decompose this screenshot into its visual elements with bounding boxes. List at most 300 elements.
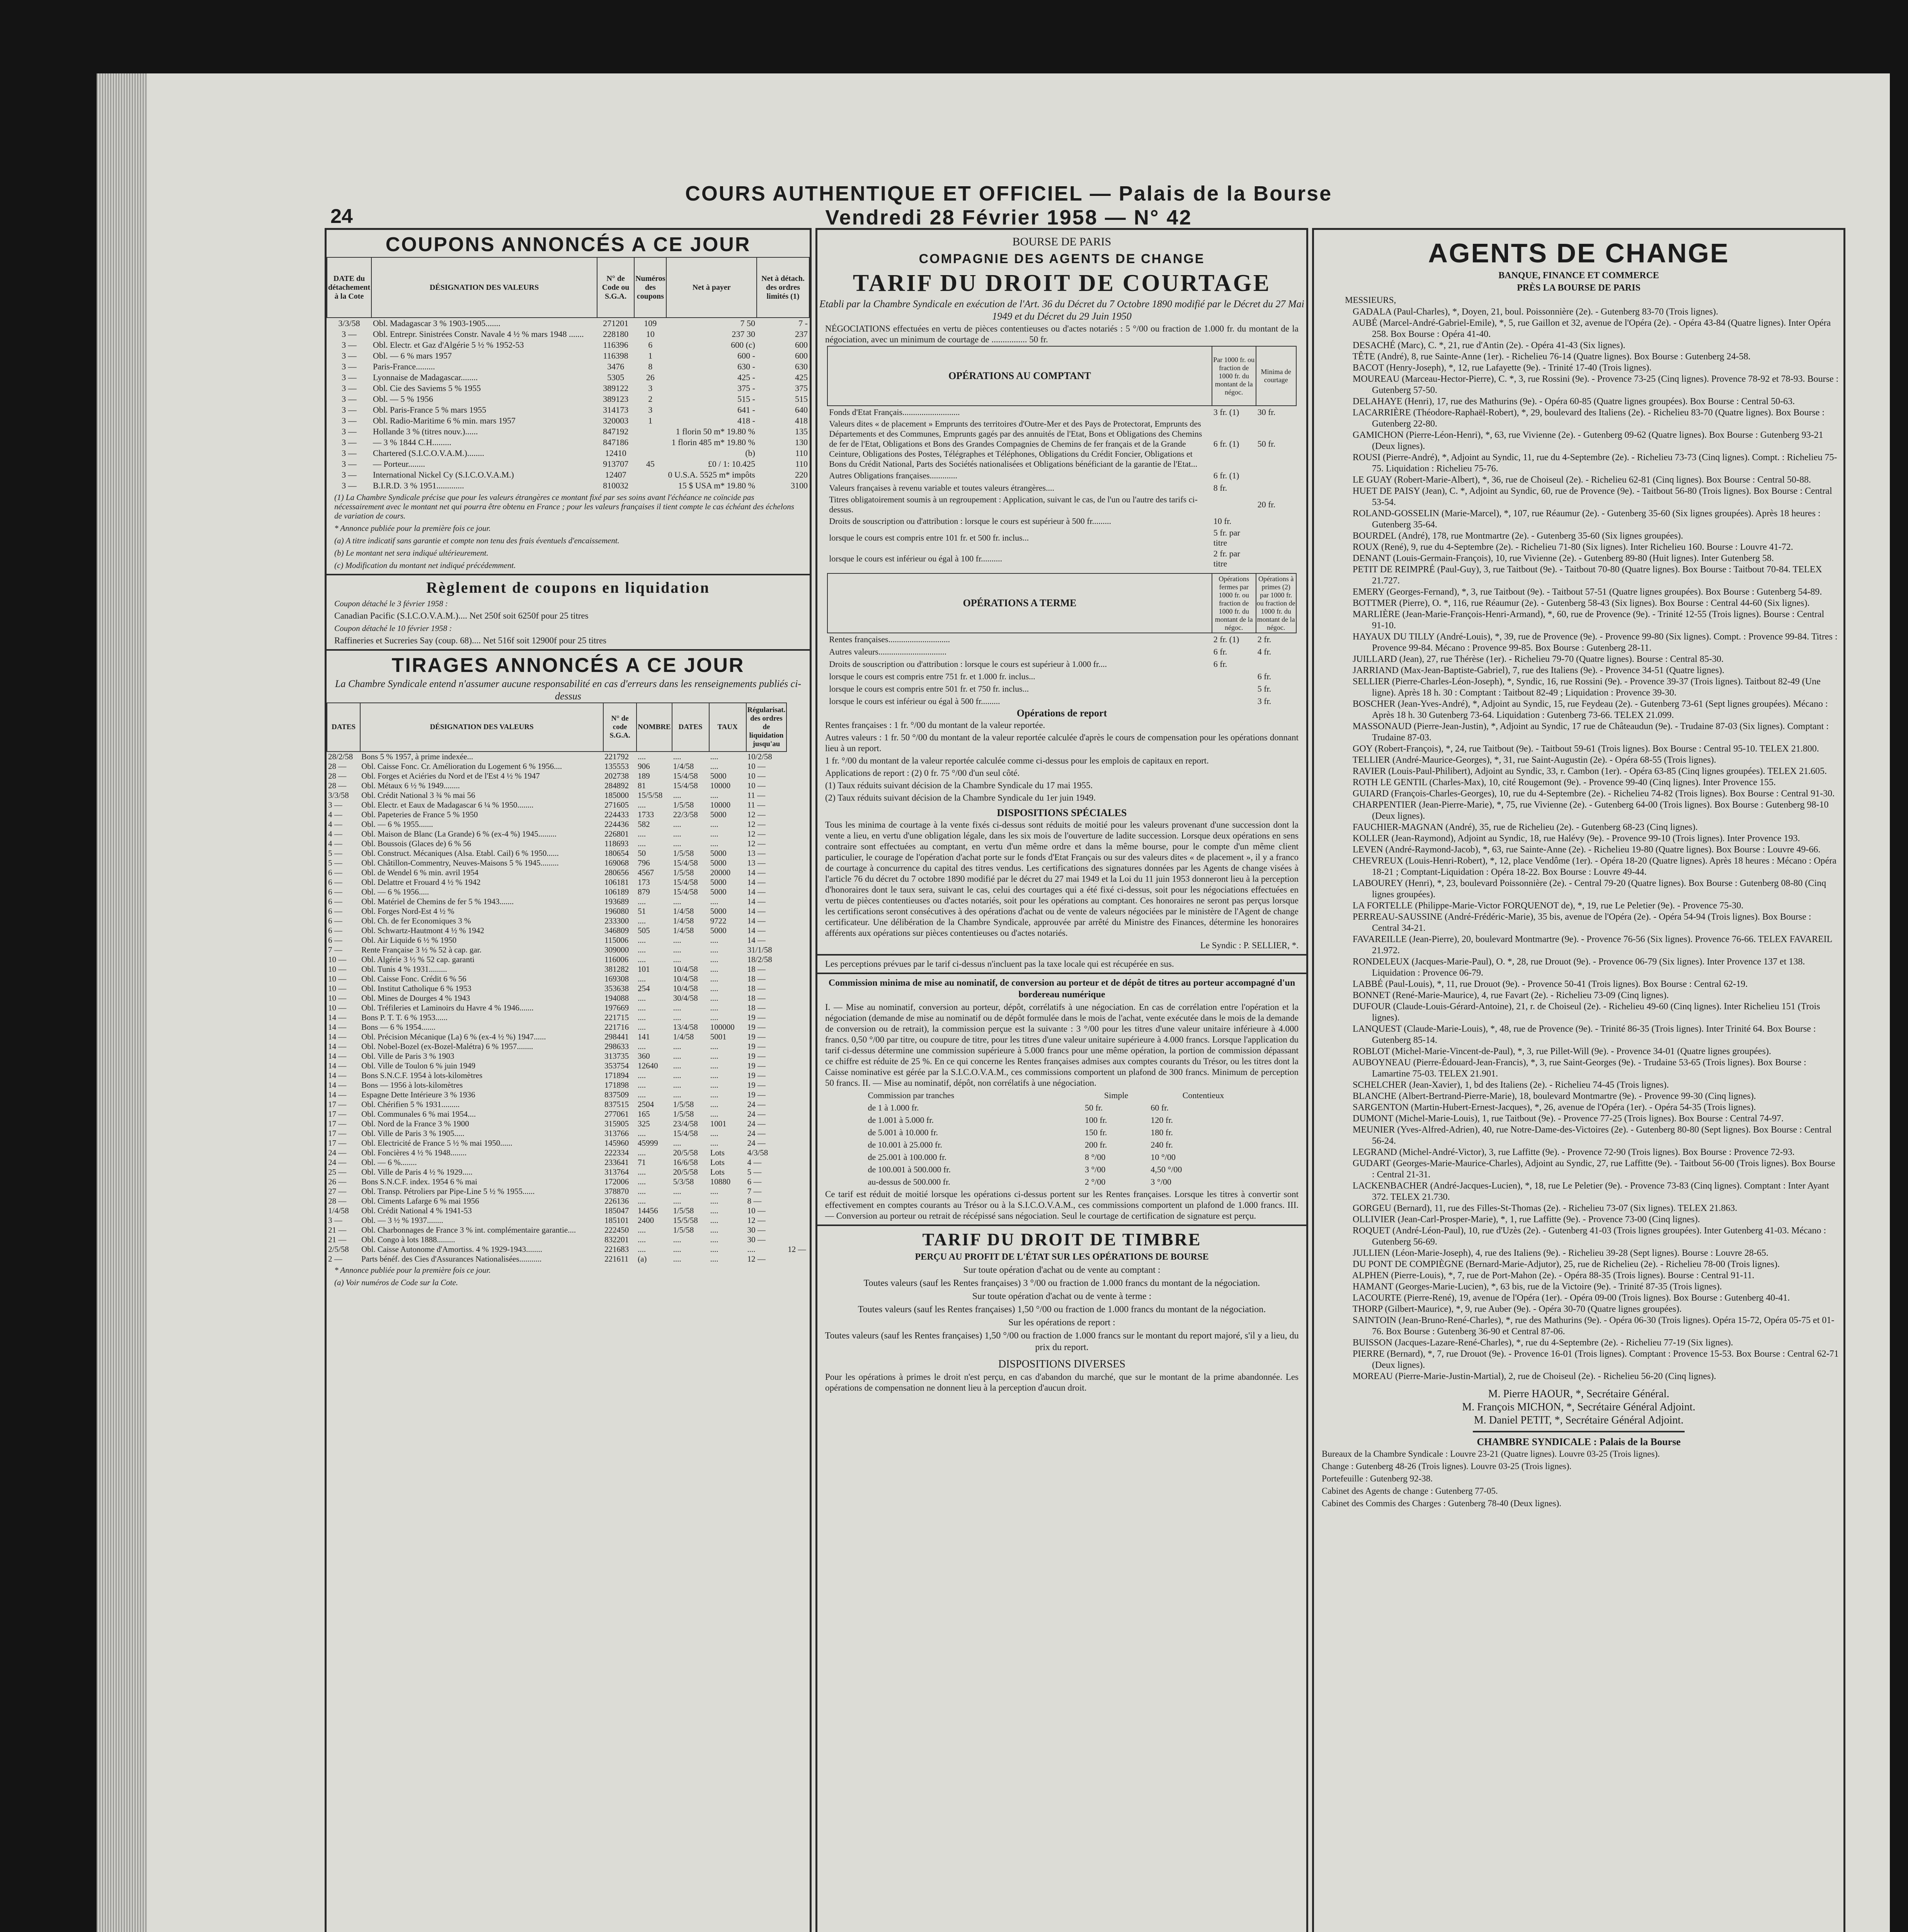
tirage-row-cell: 17 — xyxy=(328,1138,347,1148)
agent-entry xyxy=(1314,1158,1843,1180)
agent-details: MEUNIER (Yves-Alfred-Adrien), 40, rue Notre-Dame-des-Victoires (2e). - Gutenberg 80-80 (Sept lignes). Box Bourse : Central 56-24. xyxy=(1350,1125,1832,1146)
agent-entry xyxy=(1314,743,1843,755)
tirage-row-cell: 22/3/58 xyxy=(673,810,698,819)
agent-entry xyxy=(1314,676,1843,699)
tirage-row-cell: .... xyxy=(638,945,646,954)
tirage-row-cell: 309000 xyxy=(604,945,629,954)
tirage-row-cell: 221792 xyxy=(604,752,629,761)
page-edge xyxy=(97,73,147,1932)
tirage-row-cell: 7 — xyxy=(328,945,342,954)
agent-year xyxy=(1319,1147,1350,1158)
tirage-row-cell: 10000 xyxy=(710,781,731,790)
tirage-row-cell: 10 — xyxy=(747,1206,766,1215)
tirage-row-cell: .... xyxy=(710,1080,718,1090)
tirage-row-cell: Obl. Matériel de Chemins de fer 5 % 1943....... xyxy=(361,897,514,906)
tirage-row-cell: 14 — xyxy=(328,1022,347,1032)
tirage-row-cell: 10 — xyxy=(328,1003,347,1012)
coupon-row-cell: 130 xyxy=(795,437,808,447)
tirage-row-cell: 582 xyxy=(638,820,650,829)
tirage-row-cell: 10880 xyxy=(710,1177,731,1186)
tirage-row-cell: Bons 5 % 1957, à prime indexée... xyxy=(361,752,473,761)
agent-details: EMERY (Georges-Fernand), *, 3, rue Taitbout (9e). - Taitbout 57-51 (Quatre lignes groupées). Box Bourse : Gutenberg 54-89. xyxy=(1350,587,1822,597)
tirage-row-cell: 4567 xyxy=(638,868,654,877)
agent-year xyxy=(1319,351,1350,362)
agent-entry xyxy=(1314,721,1843,743)
agent-details: GUIARD (François-Charles-Georges), 10, rue du 4-Septembre (2e). - Richelieu 74-82 (Trois lignes). Box Bourse : Central 91-30. xyxy=(1350,789,1835,799)
tirage-row-cell: 10 — xyxy=(328,993,347,1003)
coupon-row-cell: 515 - xyxy=(737,394,755,404)
tirage-row-cell: 81 xyxy=(638,781,646,790)
coupon-row xyxy=(327,415,809,426)
tirage-row xyxy=(327,800,810,810)
tirage-row-cell: 10 — xyxy=(328,964,347,974)
tirage-row-cell: 15/4/58 xyxy=(673,858,698,867)
agent-entry xyxy=(1314,430,1843,452)
coupon-row-cell xyxy=(634,437,666,448)
coupon-row-cell: 15 $ USA m* 19.80 % xyxy=(678,481,755,490)
tirage-row-cell: .... xyxy=(673,1138,681,1148)
tirage-row-cell: Lots xyxy=(710,1167,725,1177)
coupon-row-cell: 630 - xyxy=(737,362,755,371)
agent-entry xyxy=(1314,979,1843,990)
tirage-row-cell: .... xyxy=(710,1129,718,1138)
tirage-row-cell: 28 — xyxy=(328,762,347,771)
agent-entry xyxy=(1314,306,1843,318)
coupon-row xyxy=(327,448,809,459)
tirage-row-cell: (a) xyxy=(638,1254,647,1264)
tirage-row-cell: Obl. Maison de Blanc (La Grande) 6 % (ex-4 %) 1945......... xyxy=(361,829,557,838)
commission-row-cell: de 1.001 à 5.000 fr. xyxy=(868,1115,934,1125)
tirage-row-cell: .... xyxy=(638,1129,646,1138)
tirage-row-cell: Bons — 6 % 1954....... xyxy=(361,1022,436,1032)
tirage-row xyxy=(327,1119,810,1129)
tirage-row-cell: Obl. Tréfileries et Laminoirs du Havre 4 % 1946....... xyxy=(361,1003,534,1012)
agent-year xyxy=(1319,844,1350,855)
agent-entry xyxy=(1314,1057,1843,1080)
commission-row-cell: au-dessus de 500.000 fr. xyxy=(868,1177,950,1187)
tirage-row-cell: 222334 xyxy=(604,1148,629,1157)
tirage-row-cell: 13/4/58 xyxy=(673,1022,698,1032)
agent-details: ROUSI (Pierre-André), *, Adjoint au Syndic, 11, rue du 4-Septembre (2e). - Richelieu 73-73 (Cinq lignes). Compt. : Richelieu 75-75. Liquidation : Richelieu 75-76. xyxy=(1350,452,1837,474)
tirage-row-cell: 226801 xyxy=(604,829,629,838)
coupon-row-cell: 810032 xyxy=(603,481,629,490)
agent-details: HUET DE PAISY (Jean), C. *, Adjoint au Syndic, 60, rue de Provence (9e). - Taitbout 56-80 (Trois lignes). Box Bourse : Central 53-54. xyxy=(1350,486,1832,507)
tirage-row-cell: .... xyxy=(638,1090,646,1099)
tirage-row-cell: 173 xyxy=(638,878,650,887)
tirage-row-cell: 14 — xyxy=(328,1061,347,1070)
agent-year xyxy=(1319,1102,1350,1113)
comptant-row-cell xyxy=(1256,527,1296,548)
tirage-row-cell: .... xyxy=(710,935,718,945)
agent-entry xyxy=(1314,1102,1843,1113)
coupon-row xyxy=(327,469,809,480)
tirage-row-cell: Obl. Foncières 4 ½ % 1948........ xyxy=(361,1148,467,1157)
tirage-row-cell: 832201 xyxy=(604,1235,629,1244)
tirage-row-cell: 271605 xyxy=(604,800,629,810)
terme-row xyxy=(827,633,1296,646)
tirage-row-cell: .... xyxy=(710,1245,718,1254)
tirage-row-cell: Obl. Caisse Fonc. Crédit 6 % 56 xyxy=(361,974,466,983)
comptant-row-cell xyxy=(1256,469,1296,482)
coupon-row-cell: 7 - xyxy=(798,318,808,328)
tirage-row-cell: 14 — xyxy=(328,1013,347,1022)
negociations-text: NÉGOCIATIONS effectuées en vertu de pièces contentieuses ou d'actes notariés : 5 °/00 ou fraction de 1.000 fr. du montant de la négociation, avec un minimum de courtage de ................ 50 fr. xyxy=(825,324,1299,344)
agent-year xyxy=(1319,598,1350,609)
tirage-row-cell: .... xyxy=(638,1177,646,1186)
timbre-subtitle: PERÇU AU PROFIT DE L'ÉTAT SUR LES OPÉRATIONS DE BOURSE xyxy=(915,1252,1209,1262)
agent-details: PIERRE (Bernard), *, 7, rue Drouot (9e). - Provence 16-01 (Trois lignes). Comptant : Provence 15-53. Box Bourse : Central 62-71 (Deux lignes). xyxy=(1350,1349,1839,1370)
agent-details: DUMONT (Michel-Marie-Louis), 1, rue Taitbout (9e). - Provence 77-25 (Trois lignes). Box Bourse : Central 74-97. xyxy=(1350,1114,1784,1124)
terme-table xyxy=(827,573,1296,707)
coupon-row-cell: 600 xyxy=(795,351,808,361)
tirage-row-cell: 189 xyxy=(638,771,650,781)
tirage-row xyxy=(327,1080,810,1090)
terme-row-cell: lorsque le cours est compris entre 501 fr. et 750 fr. inclus... xyxy=(829,684,1029,694)
tirage-row-cell: 8 — xyxy=(747,1196,762,1206)
dispositions-title: DISPOSITIONS SPÉCIALES xyxy=(997,807,1127,818)
tirage-row-cell: 10 — xyxy=(328,955,347,964)
tirage-row-cell: 180654 xyxy=(604,849,629,858)
tirage-row xyxy=(327,1148,810,1158)
tirage-row-cell: 15/4/58 xyxy=(673,771,698,781)
agent-details: LANQUEST (Claude-Marie-Louis), *, 48, rue de Provence (9e). - Trinité 86-35 (Trois lignes). Inter Trinité 64. Box Bourse : Gutenberg 85-14. xyxy=(1350,1024,1816,1045)
terme-header-fermes: Opérations fermes par 1000 fr. ou fraction de 1000 fr. du montant de la négoc. xyxy=(1212,573,1256,633)
terme-row-cell xyxy=(1256,658,1296,670)
agent-entry xyxy=(1314,1024,1843,1046)
tirage-row-cell: 6 — xyxy=(328,935,342,945)
agents-column xyxy=(1312,228,1845,1932)
tirage-row-cell: 16/6/58 xyxy=(673,1158,698,1167)
agent-year xyxy=(1319,1158,1350,1169)
tirage-row-cell: 1733 xyxy=(638,810,654,819)
comptant-row-cell: Fonds d'Etat Français........................... xyxy=(829,407,960,417)
tirage-row xyxy=(327,993,810,1003)
agent-entry xyxy=(1314,855,1843,878)
coupon-row-cell: 237 30 xyxy=(732,329,755,339)
tirage-row-cell: 17 — xyxy=(328,1119,347,1128)
terme-row-cell: 4 fr. xyxy=(1257,647,1271,656)
tirage-row-cell: .... xyxy=(673,1071,681,1080)
agent-details: BACOT (Henry-Joseph), *, 12, rue Lafayette (9e). - Trinité 17-40 (Trois lignes). xyxy=(1350,363,1652,373)
tirage-row-cell: .... xyxy=(638,839,646,848)
agent-entry xyxy=(1314,1304,1843,1315)
tirage-row-cell: 21 — xyxy=(328,1235,347,1244)
tirage-row-cell: 280656 xyxy=(604,868,629,877)
coupons-header-date: DATE du détachement à la Cote xyxy=(327,257,371,318)
agent-details: SARGENTON (Martin-Hubert-Ernest-Jacques), *, 26, avenue de l'Opéra (1er). - Opéra 54-35 (Trois lignes). xyxy=(1350,1102,1756,1112)
tirage-row xyxy=(327,935,810,945)
page-header xyxy=(172,182,1845,228)
tirage-row-cell: 10 — xyxy=(328,974,347,983)
agents-list xyxy=(1314,306,1843,1382)
tirage-row-cell: 222450 xyxy=(604,1225,629,1235)
timbre-list xyxy=(817,1264,1306,1354)
coupon-row-cell: B.I.R.D. 3 % 1951............. xyxy=(373,481,464,490)
tirage-row-cell: .... xyxy=(710,1051,718,1061)
comptant-row-cell: 30 fr. xyxy=(1257,407,1276,417)
agent-entry xyxy=(1314,1091,1843,1102)
tirage-row-cell: .... xyxy=(710,1061,718,1070)
report-line: (2) Taux réduits suivant décision de la Chambre Syndicale du 1er juin 1949. xyxy=(825,793,1096,803)
tirage-row-cell: Obl. — 6 %........ xyxy=(361,1158,417,1167)
coupon-row-cell: 5305 xyxy=(607,372,625,382)
coupon-row-cell: 3 — xyxy=(342,351,357,361)
agent-entry xyxy=(1314,564,1843,587)
commission-row xyxy=(866,1126,1258,1139)
chambre-title: CHAMBRE SYNDICALE : Palais de la Bourse xyxy=(1477,1436,1681,1447)
agent-details: DENANT (Louis-Germain-François), 10, rue Vivienne (2e). - Gutenberg 89-80 (Huit lignes). Inter Gutenberg 58. xyxy=(1350,553,1774,563)
agent-details: ROUX (René), 9, rue du 4-Septembre (2e). - Richelieu 71-80 (Six lignes). Inter Richelieu 160. Bourse : Louvre 41-72. xyxy=(1350,542,1793,552)
coupon-row-cell: 7 50 xyxy=(740,318,755,328)
tirage-row-cell: 277061 xyxy=(604,1109,629,1119)
tirage-row-cell: .... xyxy=(710,964,718,974)
tirage-row-cell: 28 — xyxy=(328,771,347,781)
coupon-row-cell: 3 — xyxy=(342,416,357,425)
tirage-row-cell: 202738 xyxy=(604,771,629,781)
tirage-row-cell: 15/4/58 xyxy=(673,887,698,896)
agent-entry xyxy=(1314,1180,1843,1203)
agent-entry xyxy=(1314,990,1843,1001)
coupon-row-cell: Obl. Madagascar 3 % 1903-1905....... xyxy=(373,318,500,328)
agent-details: JUILLARD (Jean), 27, rue Thérèse (1er). - Richelieu 79-70 (Quatre lignes). Bourse : Central 85-30. xyxy=(1350,654,1724,664)
agent-entry xyxy=(1314,833,1843,844)
agent-entry xyxy=(1314,1281,1843,1293)
agent-year xyxy=(1319,743,1350,755)
reglement-note: Coupon détaché le 10 février 1958 : xyxy=(334,624,452,633)
tirage-row xyxy=(327,926,810,935)
tirage-row-cell: 19 — xyxy=(747,1061,766,1070)
perceptions-text: Les perceptions prévues par le tarif ci-dessus n'incluent pas la taxe locale qui est récupérée en sus. xyxy=(825,959,1174,969)
tirages-footnotes xyxy=(327,1264,810,1289)
coupons-column xyxy=(325,228,812,1932)
coupon-row-cell: 228180 xyxy=(603,329,629,339)
terme-row xyxy=(827,695,1296,707)
coupon-row xyxy=(327,318,809,329)
comptant-row-cell xyxy=(1256,482,1296,494)
agent-year xyxy=(1319,1057,1350,1068)
agent-year xyxy=(1319,1315,1350,1326)
coupon-row-cell: 320003 xyxy=(603,416,629,425)
coupon-footnote: (1) La Chambre Syndicale précise que pour les valeurs étrangères ce montant fixé par ses soins avant l'échéance ne coïncide pas nécessairement avec le montant net qui pourra être obtenu en France ; pour les valeurs françaises il tient compte le cas échéant des échelons de variation de cours. xyxy=(334,493,794,520)
terme-row-cell: 2 fr. (1) xyxy=(1213,634,1239,644)
tirage-row-cell: Obl. Ciments Lafarge 6 % mai 1956 xyxy=(361,1196,479,1206)
tirage-row-cell: .... xyxy=(673,1013,681,1022)
tirage-row-cell: .... xyxy=(673,1051,681,1061)
coupon-row-cell: 600 xyxy=(795,340,808,350)
agent-year xyxy=(1319,934,1350,945)
tirage-row xyxy=(327,1042,810,1051)
tirage-row-cell: .... xyxy=(710,1042,718,1051)
agent-details: PETIT DE REIMPRÉ (Paul-Guy), 3, rue Taitbout (9e). - Taitbout 70-80 (Quatre lignes). Box Bourse : Taitbout 70-84. TELEX 21.727. xyxy=(1350,565,1822,586)
tirages-header-taux: TAUX xyxy=(709,703,746,752)
commission-text: I. — Mise au nominatif, conversion au porteur, dépôt, corrélatifs à une négociation. En cas de corrélation entre l'opération et la négociation (demande de mise au nominatif ou de dépôt formulée dans le mois de l'achat, vente exécutée dans le mois de la demande de conversion ou de retrait), la commission perçue est la suivante : 3 °/00 pour les titres d'une valeur unitaire inférieure à 4.000 francs. 0,50 °/00 par titre, ou coupure de titre, pour les titres d'une valeur unitaire supérieure à 4.000 francs. Lorsque l'application du tarif ci-dessus détermine une commission supérieure à 5.000 francs pour une même opération, la portion de commission dépassant ce chiffre est réduite de 25 %. En ce qui concerne les Rentes françaises admises aux comptes courants du Trésor, ou les titres dont la Caisse nominative est gérée par la S.I.C.O.V.A.M., ces commissions comportent un plafond de 300 francs. Minimum de perception 50 francs. II. — Mise au nominatif, dépôt, non corrélatifs à une négociation. xyxy=(825,1002,1299,1088)
tirage-row-cell: Obl. Institut Catholique 6 % 1953 xyxy=(361,984,471,993)
agent-entry xyxy=(1314,1337,1843,1349)
agent-entry xyxy=(1314,1371,1843,1382)
comptant-row-cell: 6 fr. (1) xyxy=(1213,471,1239,480)
coupon-row-cell: Obl. Entrepr. Sinistrées Constr. Navale 4 ½ % mars 1948 ....... xyxy=(373,329,584,339)
coupon-row-cell: 220 xyxy=(795,470,808,480)
agent-entry xyxy=(1314,1259,1843,1270)
tirage-row-cell: 100000 xyxy=(710,1022,735,1032)
coupon-row-cell: 3 — xyxy=(342,470,357,480)
messieurs: MESSIEURS, xyxy=(1345,295,1396,305)
tirage-row-cell: 6 — xyxy=(747,1177,762,1186)
tirage-row-cell: 224433 xyxy=(604,810,629,819)
tirages-header-code: N° de code S.G.A. xyxy=(603,703,637,752)
tirage-row-cell: 25 — xyxy=(328,1167,347,1177)
tirage-row xyxy=(327,752,810,762)
commission-row xyxy=(866,1102,1258,1114)
tirage-row-cell: 6 — xyxy=(328,926,342,935)
tirage-row-cell: 837515 xyxy=(604,1100,629,1109)
tirage-row-cell: 6 — xyxy=(328,906,342,916)
tirage-row-cell: .... xyxy=(673,791,681,800)
tirage-row xyxy=(327,878,810,887)
tirage-row xyxy=(327,955,810,964)
comptant-row-cell: lorsque le cours est compris entre 101 fr. et 500 fr. inclus... xyxy=(829,533,1029,543)
tirage-row-cell: 284892 xyxy=(604,781,629,790)
coupon-row-cell: Obl. — 6 % mars 1957 xyxy=(373,351,452,361)
tirage-row-cell: 14 — xyxy=(328,1090,347,1099)
tirage-row-cell: 135553 xyxy=(604,762,629,771)
agent-year xyxy=(1319,912,1350,923)
tirage-row-cell: 12 — xyxy=(788,1245,806,1254)
tirage-row-cell: 10/4/58 xyxy=(673,984,698,993)
coupon-row-cell xyxy=(634,448,666,459)
tirage-row-cell: Bons S.N.C.F. 1954 à lots-kilomètres xyxy=(361,1071,483,1080)
tirage-row-cell: 14 — xyxy=(747,878,766,887)
tirage-row-cell: 1/4/58 xyxy=(673,762,694,771)
agent-year xyxy=(1319,1214,1350,1225)
agent-year xyxy=(1319,542,1350,553)
tirage-row-cell: 18 — xyxy=(747,984,766,993)
coupon-row xyxy=(327,437,809,448)
agent-entry xyxy=(1314,699,1843,721)
agent-details: JARRIAND (Max-Jean-Baptiste-Gabriel), 7, rue des Italiens (9e). - Provence 34-51 (Quatre lignes). xyxy=(1350,665,1724,675)
tirage-row-cell: .... xyxy=(673,1235,681,1244)
tirage-row-cell: .... xyxy=(710,1109,718,1119)
tirage-row-cell: 505 xyxy=(638,926,650,935)
terme-row xyxy=(827,683,1296,695)
commission-body xyxy=(866,1102,1258,1188)
agent-year xyxy=(1319,1113,1350,1124)
comptant-header-rate: Par 1000 fr. ou fraction de 1000 fr. du montant de la négoc. xyxy=(1212,346,1256,406)
terme-row-cell xyxy=(1212,670,1256,683)
coupon-row-cell: 1 xyxy=(648,351,653,361)
tirage-row xyxy=(327,1167,810,1177)
coupon-row-cell: 3 — xyxy=(342,437,357,447)
coupon-row-cell: 0 U.S.A. 5525 m* impôts xyxy=(668,470,755,480)
tirage-row-cell: 325 xyxy=(638,1119,650,1128)
agent-details: GAMICHON (Pierre-Léon-Henri), *, 63, rue Vivienne (2e). - Gutenberg 09-62 (Quatre lignes). Box Bourse : Gutenberg 93-21 (Deux lignes). xyxy=(1350,430,1823,451)
tirage-row-cell: .... xyxy=(710,762,718,771)
agent-year xyxy=(1319,833,1350,844)
terme-row-cell xyxy=(1212,683,1256,695)
reglement-title: Règlement de coupons en liquidation xyxy=(426,579,710,596)
tirage-row-cell: 17 — xyxy=(328,1109,347,1119)
agent-details: ROLAND-GOSSELIN (Marie-Marcel), *, 107, rue Réaumur (2e). - Gutenberg 35-60 (Six lignes groupées). Après 18 heures : Gutenberg 35-64. xyxy=(1350,509,1821,530)
tirage-row-cell: 14 — xyxy=(747,868,766,877)
agent-details: BUISSON (Jacques-Lazare-René-Charles), *, rue du 4-Septembre (2e). - Richelieu 77-19 (Six lignes). xyxy=(1350,1338,1733,1348)
tirage-row-cell: .... xyxy=(638,955,646,964)
agent-details: LACARRIÈRE (Théodore-Raphaël-Robert), *, 29, boulevard des Italiens (2e). - Richelieu 83-70 (Quatre lignes). Box Bourse : Gutenberg 22-80. xyxy=(1350,408,1825,429)
tirage-row-cell: 28 — xyxy=(328,781,347,790)
agent-entry xyxy=(1314,766,1843,777)
agent-year xyxy=(1319,900,1350,912)
timbre-line: Sur toute opération d'achat ou de vente à terme : xyxy=(972,1291,1152,1301)
agent-entry xyxy=(1314,1046,1843,1057)
tirage-row-cell: .... xyxy=(638,1167,646,1177)
reglement-line: Raffineries et Sucreries Say (coup. 68).... Net 516f soit 12900f pour 25 titres xyxy=(334,636,607,645)
tirage-row-cell: .... xyxy=(638,1187,646,1196)
chambre-list xyxy=(1314,1448,1843,1510)
agent-details: FAVAREILLE (Jean-Pierre), 20, boulevard Montmartre (9e). - Provence 76-56 (Six lignes). Provence 76-66. TELEX FAVAREIL 21.972. xyxy=(1350,934,1832,956)
coupon-row-cell: 425 - xyxy=(737,372,755,382)
page-number: 24 xyxy=(330,205,353,228)
coupon-row-cell: Obl. — 5 % 1956 xyxy=(373,394,433,404)
reglement-note: Coupon détaché le 3 février 1958 : xyxy=(334,599,448,608)
agent-year xyxy=(1319,396,1350,407)
tirage-row-cell: .... xyxy=(673,897,681,906)
terme-row xyxy=(827,658,1296,670)
tirages-header-nombre: NOMBRE xyxy=(637,703,672,752)
agent-details: PERREAU-SAUSSINE (André-Frédéric-Marie), 35 bis, avenue de l'Opéra (2e). - Opéra 54-94 (Trois lignes). Box Bourse : Central 34-21. xyxy=(1350,912,1811,933)
tirage-row-cell: 4 — xyxy=(328,820,342,829)
agent-entry xyxy=(1314,374,1843,396)
tirage-row xyxy=(327,858,810,868)
tirage-row xyxy=(327,1216,810,1225)
tirage-row-cell: 14456 xyxy=(638,1206,658,1215)
agent-entry xyxy=(1314,531,1843,542)
commission-table xyxy=(866,1089,1258,1188)
tirage-row xyxy=(327,887,810,897)
tirage-row-cell: Obl. Tunis 4 % 1931......... xyxy=(361,964,447,974)
agent-details: LEVEN (André-Raymond-Jacob), *, 63, rue Sainte-Anne (2e). - Richelieu 19-80 (Quatre lignes). Box Bourse : Louvre 49-66. xyxy=(1350,845,1821,855)
commission-row-cell: 4,50 °/00 xyxy=(1151,1165,1182,1174)
tirage-row-cell: 19 — xyxy=(747,1080,766,1090)
tirage-row-cell: 1/5/58 xyxy=(673,800,694,810)
agent-entry xyxy=(1314,1315,1843,1337)
tirage-row-cell: .... xyxy=(710,1196,718,1206)
commission-row-cell: 50 fr. xyxy=(1084,1103,1103,1112)
agent-year xyxy=(1319,1270,1350,1281)
coupon-row-cell: 110 xyxy=(795,448,808,458)
tirage-row-cell: 185000 xyxy=(604,791,629,800)
tirage-row-cell: 20/5/58 xyxy=(673,1148,698,1157)
tirage-row-cell: 15/4/58 xyxy=(673,878,698,887)
tirage-row-cell: 221716 xyxy=(604,1022,629,1032)
agent-year xyxy=(1319,587,1350,598)
agent-year xyxy=(1319,1124,1350,1136)
commission-row xyxy=(866,1176,1258,1188)
report-line: Applications de report : (2) 0 fr. 75 °/00 d'un seul côté. xyxy=(825,768,1020,778)
coupon-row-cell: 389122 xyxy=(603,383,629,393)
tirage-row-cell: 315905 xyxy=(604,1119,629,1128)
comptant-header-min: Minima de courtage xyxy=(1256,346,1296,406)
tirage-row-cell: 879 xyxy=(638,887,650,896)
tirage-row-cell: 11 — xyxy=(747,791,766,800)
tirage-row-cell: 9722 xyxy=(710,916,727,925)
comptant-row-cell: 20 fr. xyxy=(1257,500,1276,509)
tirages-body xyxy=(327,752,810,1264)
agent-year xyxy=(1319,788,1350,799)
coupon-row-cell: 3100 xyxy=(791,481,808,490)
coupon-row-cell: 237 xyxy=(795,329,808,339)
tirage-row-cell: 24 — xyxy=(747,1119,766,1128)
tirage-row-cell: 185047 xyxy=(604,1206,629,1215)
agent-entry xyxy=(1314,553,1843,564)
